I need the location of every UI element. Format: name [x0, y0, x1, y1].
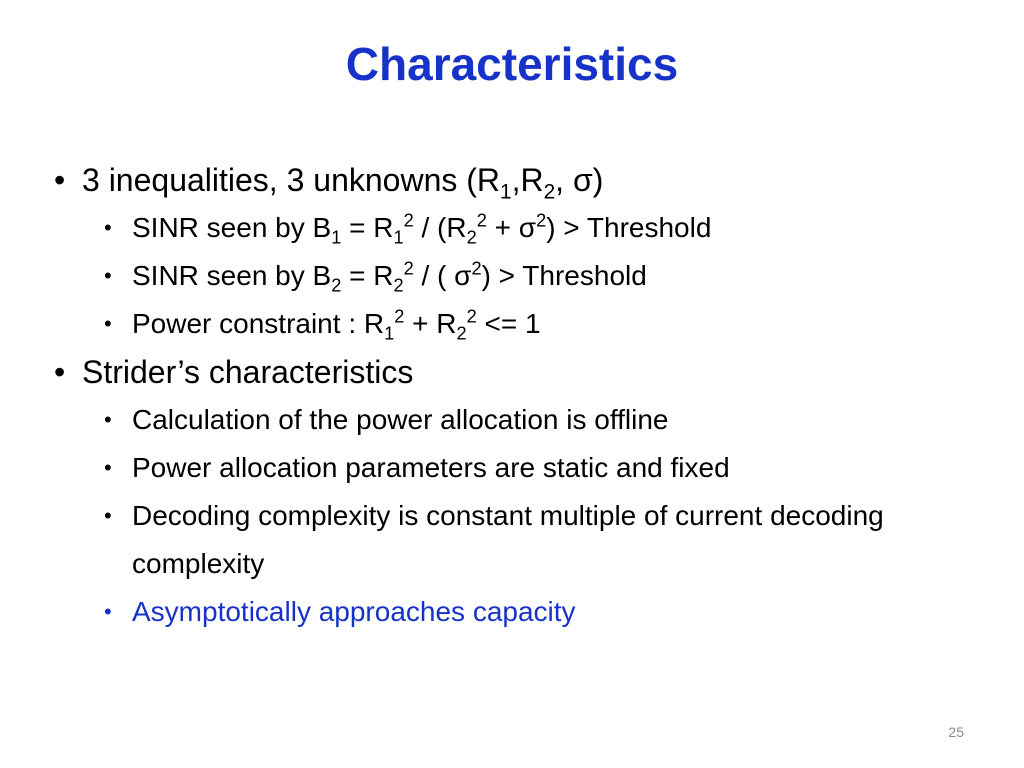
bullet-text: SINR seen by $B_2 = R_2^2$ / ( $\sigma^2$) > Threshold: [132, 258, 647, 296]
sub-bullet-capacity: [104, 588, 984, 636]
subscript: 2: [466, 227, 477, 248]
bullet-icon: •: [104, 503, 112, 528]
page-number: 25: [948, 724, 964, 740]
sub-bullet-offline: [104, 396, 984, 444]
sub-bullet-decoding: [104, 492, 984, 588]
bullet-item-strider: [54, 348, 984, 396]
bullet-text: Power allocation parameters are static and fixed: [132, 452, 730, 483]
bullet-icon: •: [54, 354, 66, 390]
bullet-text: Strider’s characteristics: [82, 354, 414, 390]
sub-bullet-power-constraint: [104, 300, 984, 348]
bullet-text: Calculation of the power allocation is offline: [132, 404, 669, 435]
sub-bullet-sinr-b2: [104, 252, 984, 300]
subscript: 1: [384, 323, 395, 344]
bullet-text: Decoding complexity is constant multiple of current decoding complexity: [132, 500, 884, 579]
bullet-text: 3 inequalities, 3 unknowns ($R_1,R_2$, σ): [82, 162, 604, 204]
bullet-text: Asymptotically approaches capacity: [132, 596, 576, 627]
superscript: 2: [476, 210, 487, 231]
superscript: 2: [466, 306, 477, 327]
bullet-icon: •: [104, 311, 112, 336]
superscript: 2: [471, 258, 482, 279]
bullet-item-inequalities: [54, 156, 984, 204]
bullet-icon: •: [104, 455, 112, 480]
sub-bullet-static: [104, 444, 984, 492]
superscript: 2: [403, 258, 414, 279]
subscript: 2: [543, 180, 556, 204]
bullet-icon: •: [104, 407, 112, 432]
subscript: 1: [500, 180, 512, 204]
bullet-list: [54, 156, 984, 636]
superscript: 2: [403, 210, 414, 231]
subscript: 2: [393, 275, 404, 296]
subscript: 2: [331, 275, 342, 296]
bullet-icon: •: [104, 263, 112, 288]
bullet-text: SINR seen by $B_1 = R_1^2 / (R_2^2 + \sigma^2)$ > Threshold: [132, 210, 712, 248]
bullet-text: Power constraint : $R_1^2 + R_2^2 <= 1$: [132, 306, 541, 344]
slide-title: Characteristics: [345, 38, 679, 90]
superscript: 2: [536, 210, 547, 231]
subscript: 2: [456, 323, 467, 344]
bullet-icon: •: [104, 599, 112, 624]
bullet-icon: •: [104, 215, 112, 240]
superscript: 2: [394, 306, 405, 327]
bullet-icon: •: [54, 162, 66, 198]
sub-bullet-sinr-b1: [104, 204, 984, 252]
subscript: 1: [331, 227, 342, 248]
subscript: 1: [393, 227, 404, 248]
